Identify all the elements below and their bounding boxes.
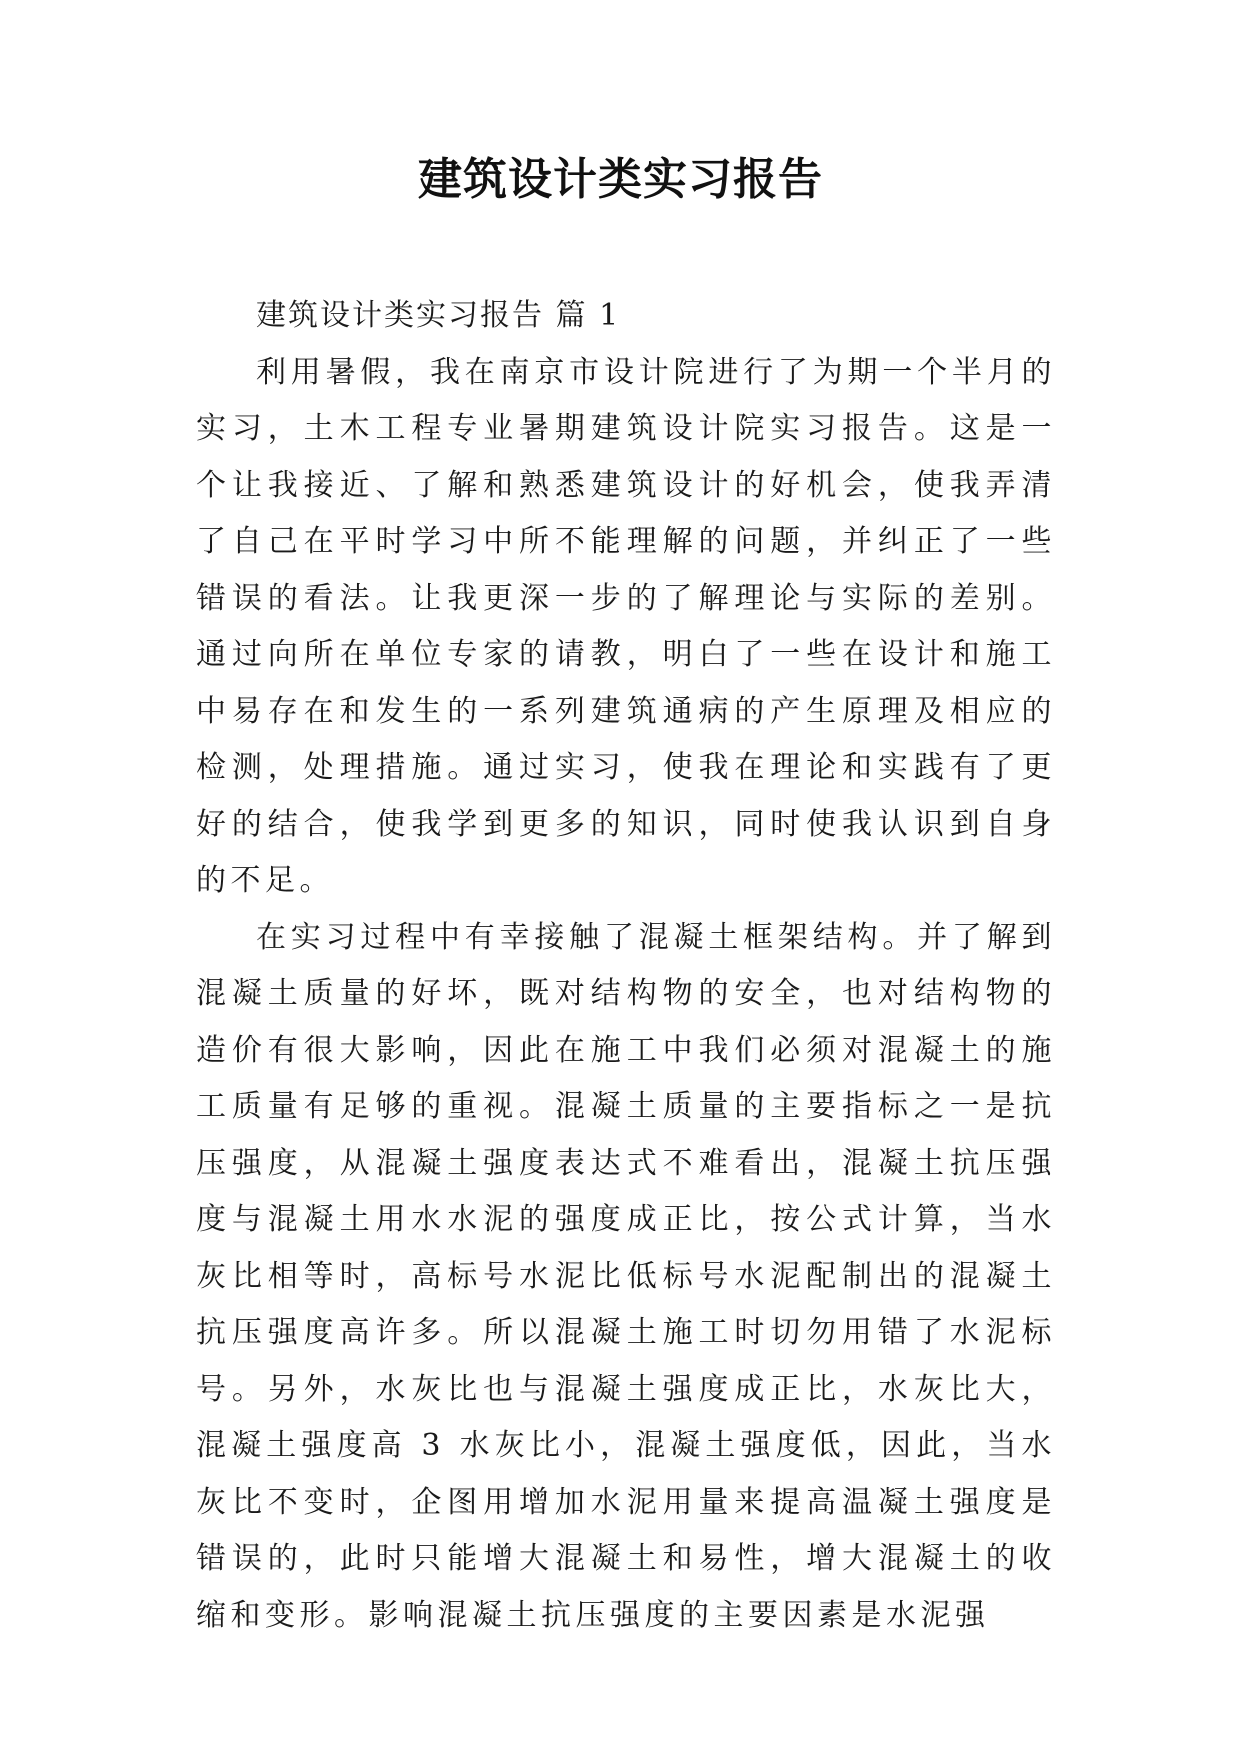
- document-body: [196, 288, 1056, 1644]
- document-title: 建筑设计类实习报告: [418, 154, 823, 205]
- paragraph-1: 利用暑假，我在南京市设计院进行了为期一个半月的实习，土木工程专业暑期建筑设计院实习报告。这是一个让我接近、了解和熟悉建筑设计的好机会，使我弄清了自己在平时学习中所不能理解的问题，并纠正了一些错误的看法。让我更深一步的了解理论与实际的差别。通过向所在单位专家的请教，明白了一些在设计和施工中易存在和发生的一系列建筑通病的产生原理及相应的检测，处理措施。通过实习，使我在理论和实践有了更好的结合，使我学到更多的知识，同时使我认识到自身的不足。: [196, 354, 1056, 898]
- section-heading: 建筑设计类实习报告 篇 1: [256, 298, 621, 333]
- paragraph-2: 在实习过程中有幸接触了混凝土框架结构。并了解到混凝土质量的好坏，既对结构物的安全，也对结构物的造价有很大影响，因此在施工中我们必须对混凝土的施工质量有足够的重视。混凝土质量的主要指标之一是抗压强度，从混凝土强度表达式不难看出，混凝土抗压强度与混凝土用水水泥的强度成正比，按公式计算，当水灰比相等时，高标号水泥比低标号水泥配制出的混凝土抗压强度高许多。所以混凝土施工时切勿用错了水泥标号。另外，水灰比也与混凝土强度成正比，水灰比大，混凝土强度高 3 水灰比小，混凝土强度低，因此，当水灰比不变时，企图用增加水泥用量来提高温凝土强度是错误的，此时只能增大混凝土和易性，增大混凝土的收缩和变形。影响混凝土抗压强度的主要因素是水泥强: [196, 919, 1056, 1633]
